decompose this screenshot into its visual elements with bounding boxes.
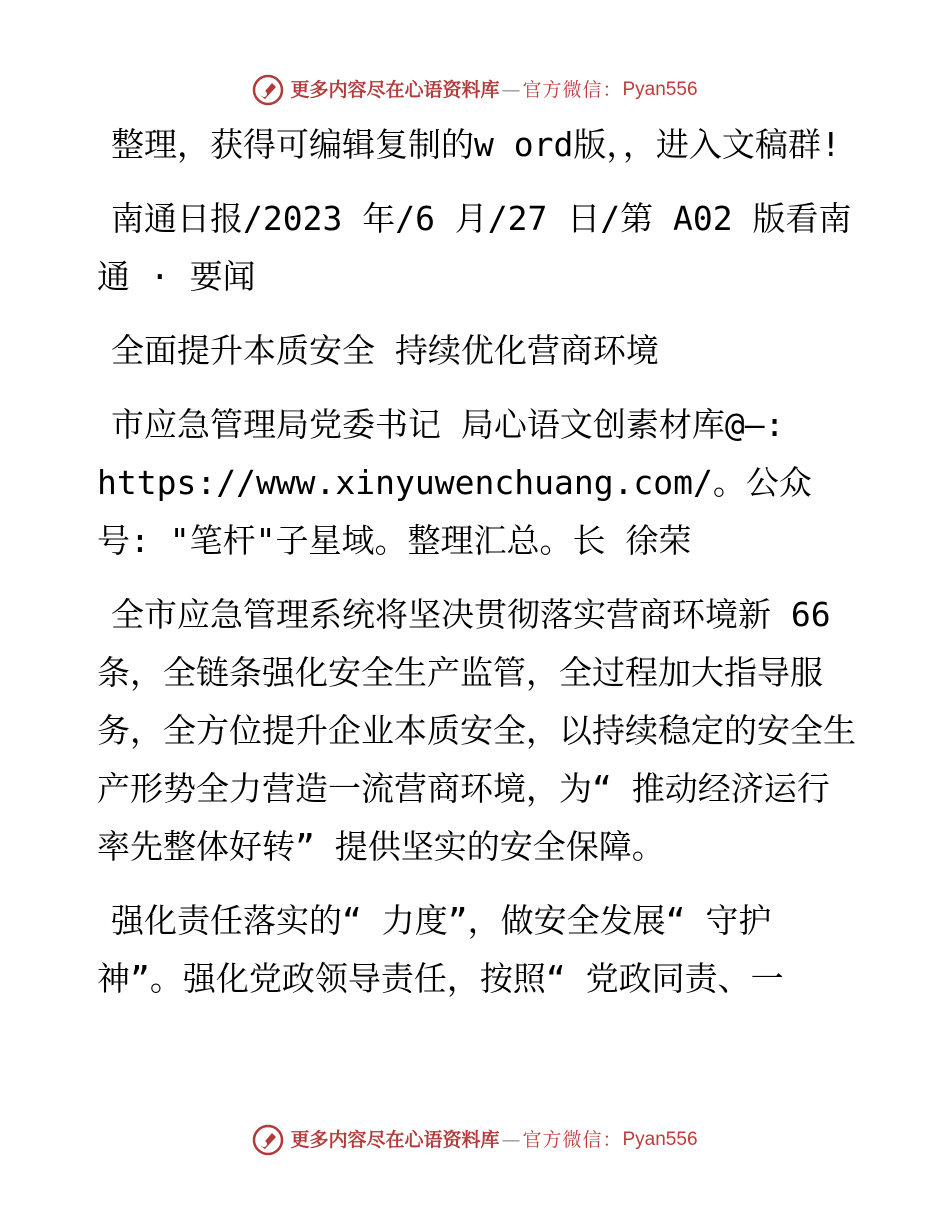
banner-text: 更多内容尽在心语资料库 xyxy=(290,1129,500,1151)
banner-wechat-label: 官方微信： xyxy=(522,79,623,101)
footer-watermark-banner xyxy=(0,1124,950,1156)
paragraph-intro: 整理，获得可编辑复制的w ord版，，进入文稿群! xyxy=(111,125,841,164)
banner-dash: — xyxy=(501,79,521,101)
paragraph-body-2: 强化责任落实的“ 力度”，做安全发展“ 守护神”。强化党政领导责任，按照“ 党政同责、一 xyxy=(97,901,784,998)
header-watermark-banner xyxy=(0,74,950,106)
banner-wechat-id: Pyan556 xyxy=(622,79,698,100)
banner-text: 更多内容尽在心语资料库 xyxy=(290,79,500,101)
paragraph-source: 南通日报/2023 年/6 月/27 日/第 A02 版看南通 · 要闻 xyxy=(97,199,852,296)
document-body xyxy=(97,116,857,1024)
paragraph-body-1: 全市应急管理系统将坚决贯彻落实营商环境新 66 条，全链条强化安全生产监管，全过程加大指导服务，全方位提升企业本质安全，以持续稳定的安全生产形势全力营造一流营商环境，为“ 推动经济运行率先整体好转” 提供坚实的安全保障。 xyxy=(97,595,856,866)
paragraph-author: 市应急管理局党委书记 局心语文创素材库@—: https://www.xinyuwenchuang.com/。公众号: "笔杆"子星域。整理汇总。长 徐荣 xyxy=(97,405,812,560)
pen-logo-icon xyxy=(252,1124,284,1156)
banner-wechat-id: Pyan556 xyxy=(622,1129,698,1150)
article-title: 全面提升本质安全 持续优化营商环境 xyxy=(111,331,659,370)
pen-logo-icon xyxy=(252,74,284,106)
banner-wechat-label: 官方微信： xyxy=(522,1129,623,1151)
banner-dash: — xyxy=(501,1129,521,1151)
